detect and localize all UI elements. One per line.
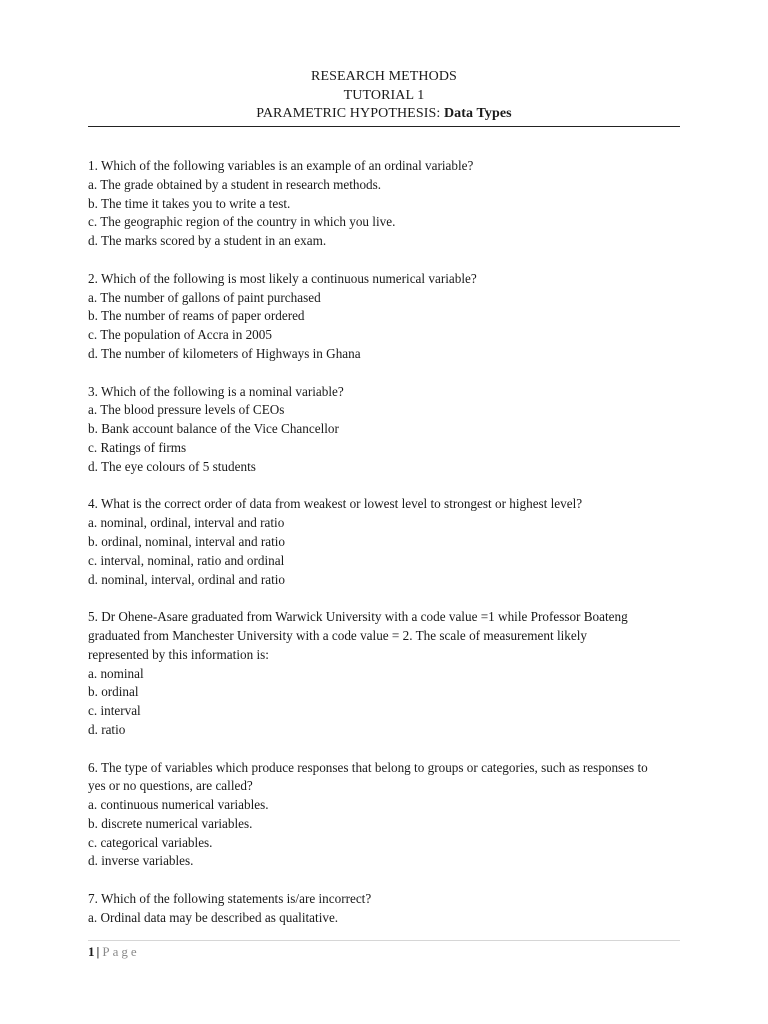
- answer-option: a. continuous numerical variables.: [88, 797, 269, 813]
- answer-option: a. Ordinal data may be described as qualitative.: [88, 909, 339, 925]
- answer-option: a. The blood pressure levels of CEOs: [88, 402, 285, 418]
- question-7: [88, 890, 648, 928]
- answer-option: d. nominal, interval, ordinal and ratio: [88, 571, 286, 587]
- answer-option: c. The population of Accra in 2005: [88, 327, 272, 343]
- topic-title: [88, 105, 680, 124]
- topic-title-subtopic: Data Types: [443, 106, 512, 121]
- page-footer: [88, 943, 140, 961]
- topic-title-main: PARAMETRIC HYPOTHESIS:: [256, 106, 444, 121]
- question-stem: 4. What is the correct order of data from weakest or lowest level to strongest or highest level?: [88, 496, 583, 512]
- question-2: [88, 270, 648, 364]
- question-6: [88, 759, 648, 872]
- question-3: [88, 383, 648, 477]
- question-stem: 1. Which of the following variables is an example of an ordinal variable?: [88, 158, 474, 173]
- footer-divider: [88, 940, 680, 941]
- footer-separator: |: [96, 944, 100, 959]
- question-1: [88, 157, 648, 251]
- answer-option: b. ordinal, nominal, interval and ratio: [88, 533, 286, 549]
- answer-option: b. The number of reams of paper ordered: [88, 308, 305, 324]
- question-list: [88, 157, 648, 946]
- answer-option: c. interval, nominal, ratio and ordinal: [88, 552, 285, 568]
- answer-option: c. The geographic region of the country in which you live.: [88, 214, 396, 230]
- tutorial-title: TUTORIAL 1: [343, 87, 425, 103]
- answer-option: b. Bank account balance of the Vice Chancellor: [88, 421, 339, 437]
- answer-option: d. The marks scored by a student in an exam.: [88, 233, 327, 249]
- page-number: 1: [88, 944, 95, 959]
- answer-option: a. The number of gallons of paint purchased: [88, 289, 321, 305]
- answer-option: c. Ratings of firms: [88, 439, 187, 455]
- answer-option: b. discrete numerical variables.: [88, 815, 253, 831]
- question-stem: 5. Dr Ohene-Asare graduated from Warwick University with a code value =1 while Professor Boateng graduated from Manchester University with a code value = 2. The scale of measurement likely represented by this information is:: [88, 609, 628, 662]
- answer-option: b. ordinal: [88, 684, 139, 700]
- course-title: RESEARCH METHODS: [311, 69, 457, 84]
- header-divider: [88, 126, 680, 127]
- answer-option: d. The eye colours of 5 students: [88, 458, 256, 474]
- answer-option: c. interval: [88, 703, 141, 719]
- document-header: [88, 68, 680, 124]
- page-label: Page: [102, 944, 140, 959]
- question-stem: 6. The type of variables which produce responses that belong to groups or categories, such as responses to yes or no questions, are called?: [88, 759, 648, 794]
- answer-option: d. inverse variables.: [88, 853, 194, 869]
- answer-option: a. nominal: [88, 665, 144, 681]
- answer-option: a. The grade obtained by a student in research methods.: [88, 176, 382, 192]
- answer-option: d. ratio: [88, 721, 126, 737]
- answer-option: d. The number of kilometers of Highways in Ghana: [88, 345, 361, 361]
- answer-option: c. categorical variables.: [88, 834, 213, 850]
- question-5: [88, 608, 648, 740]
- question-stem: 2. Which of the following is most likely a continuous numerical variable?: [88, 270, 477, 286]
- question-4: [88, 495, 648, 589]
- question-stem: 3. Which of the following is a nominal variable?: [88, 383, 344, 399]
- question-stem: 7. Which of the following statements is/are incorrect?: [88, 891, 372, 907]
- answer-option: a. nominal, ordinal, interval and ratio: [88, 515, 285, 531]
- answer-option: b. The time it takes you to write a test.: [88, 195, 291, 211]
